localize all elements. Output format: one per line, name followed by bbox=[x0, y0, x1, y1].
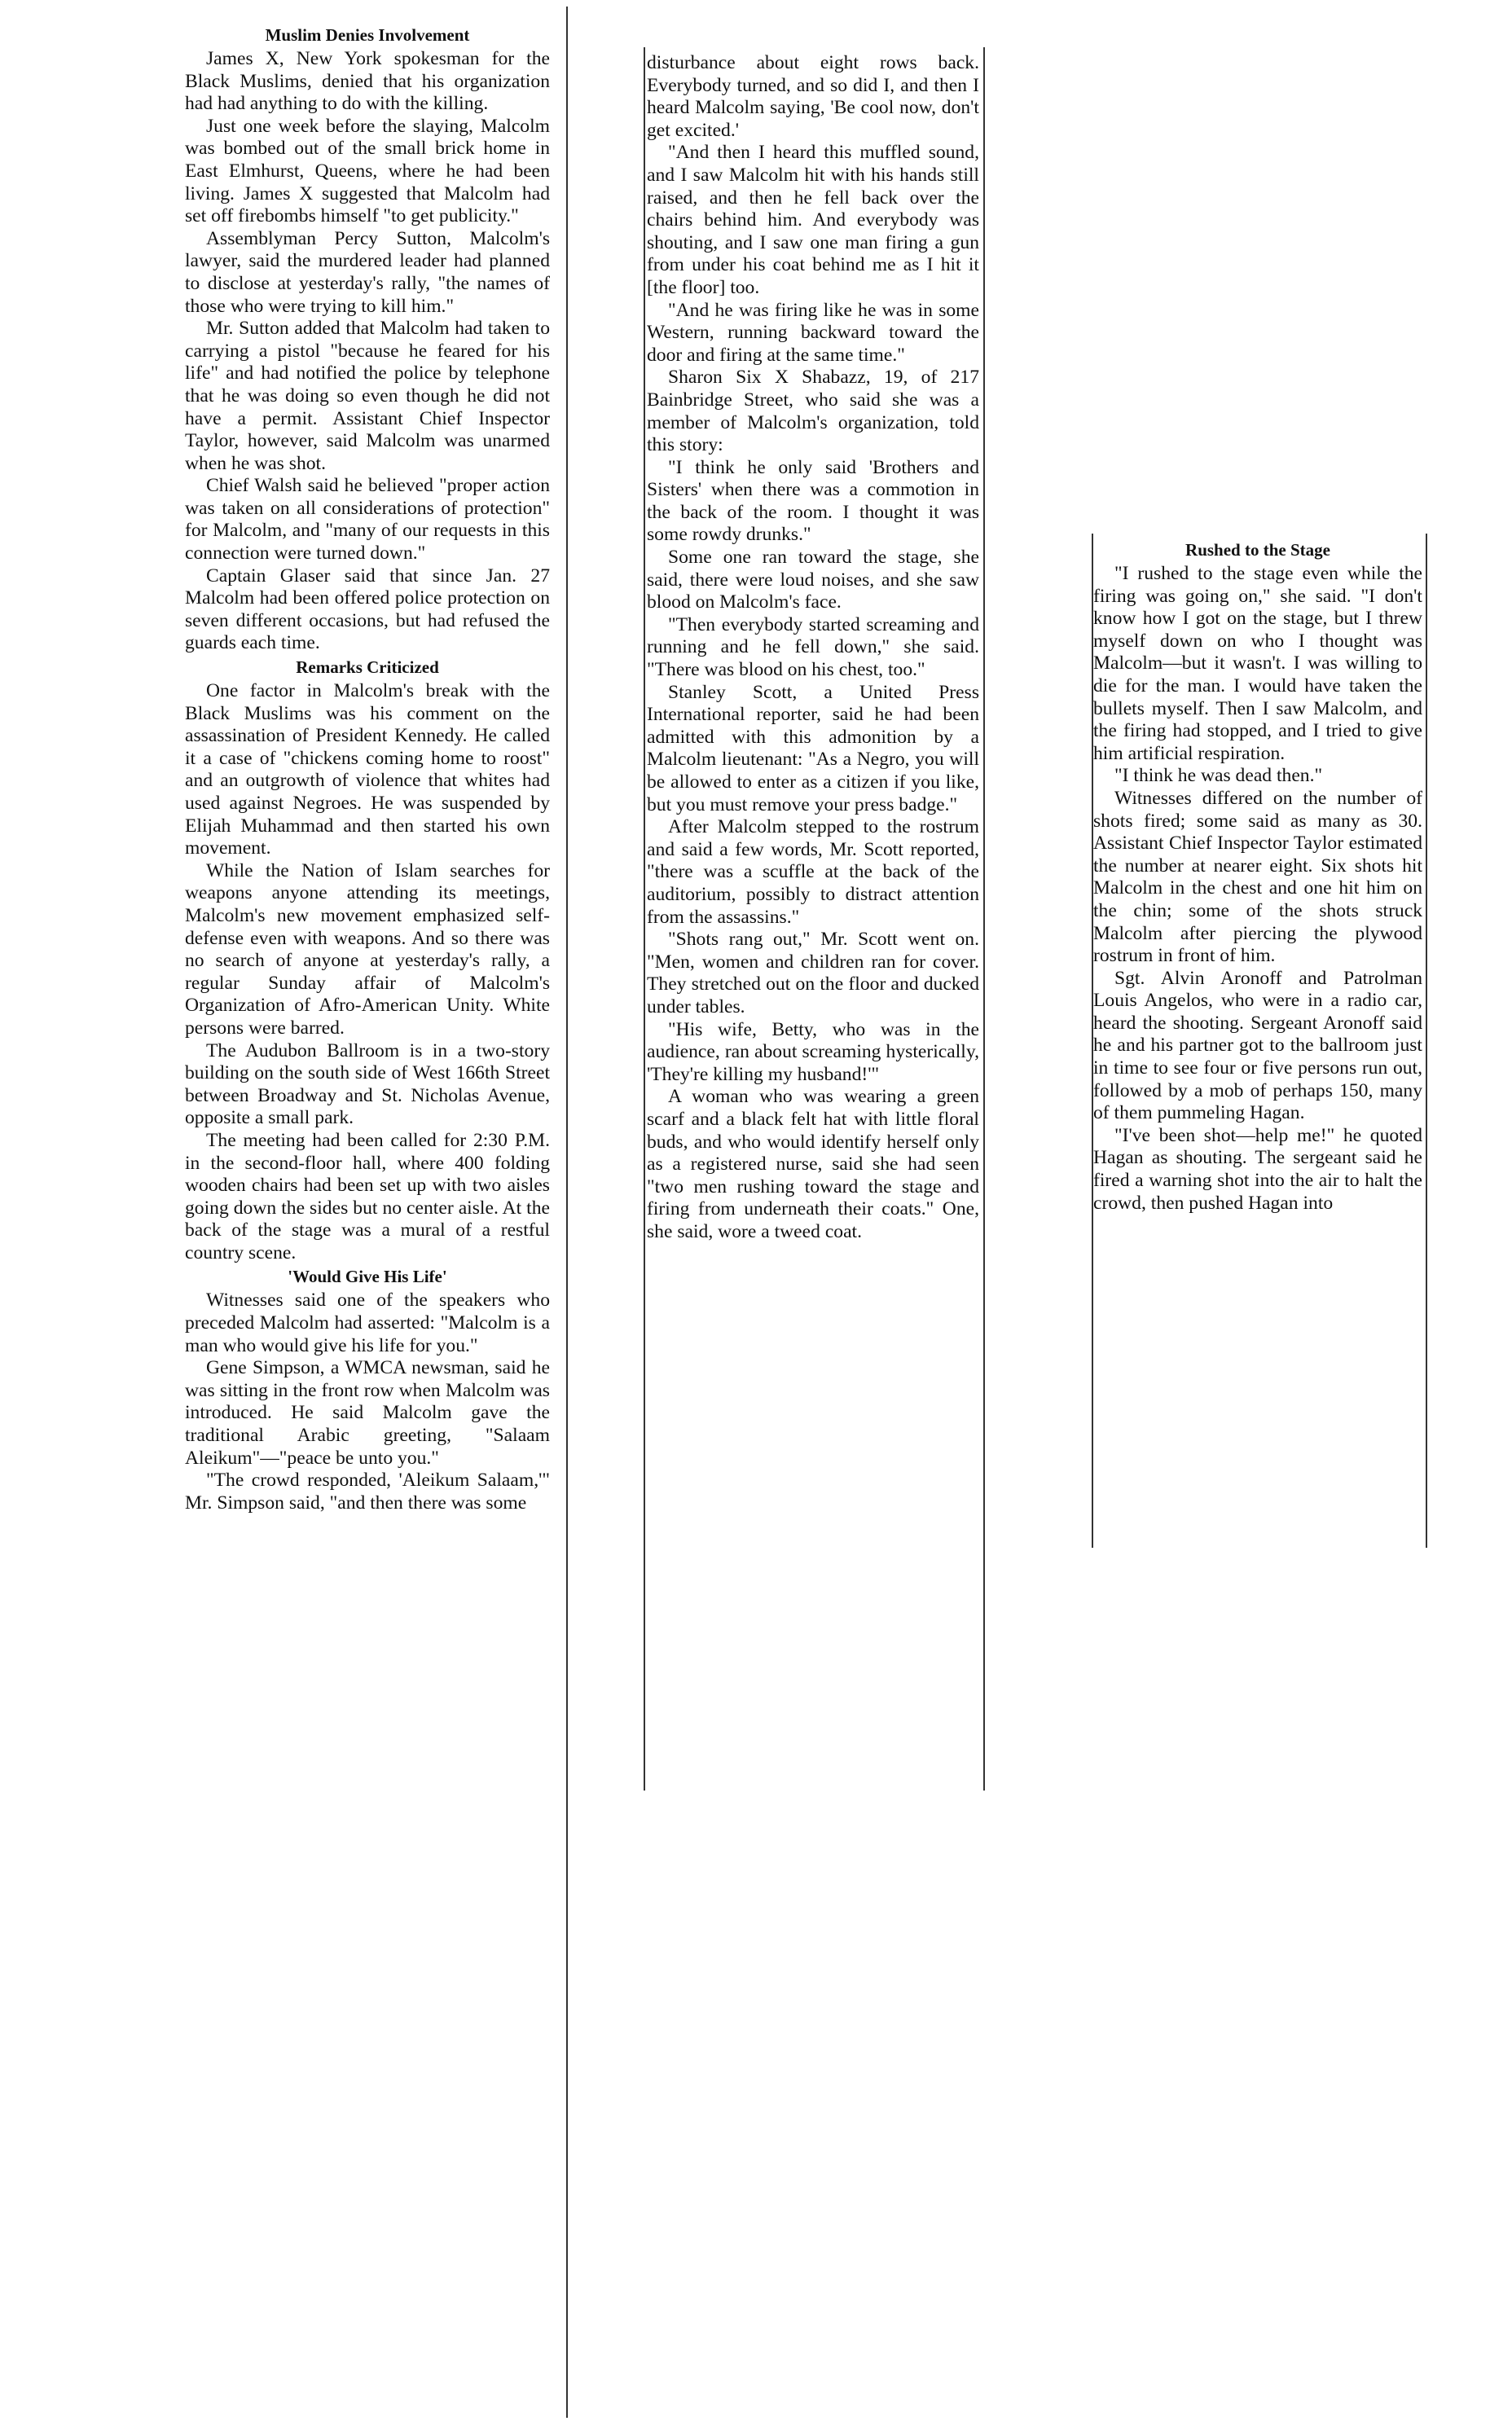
article-paragraph: The Audubon Ballroom is in a two-story building on the south side of West 166th Street between Broadway and St. Nicholas Avenue, opposite a small park. bbox=[185, 1039, 550, 1129]
article-paragraph: Witnesses said one of the speakers who preceded Malcolm had asserted: "Malcolm is a man who would give his life for you." bbox=[185, 1290, 550, 1356]
article-paragraph: "I rushed to the stage even while the firing was going on," she said. "I don't know how I got on the stage, but I threw myself down on who I thought was Malcolm—but it wasn't. I was willing to die for the man. I would have taken the bullets myself. Then I saw Malcolm, and the firing had stopped, and I tried to give him artificial respiration. bbox=[1093, 563, 1422, 764]
article-column-3 bbox=[1093, 538, 1422, 1215]
article-paragraph: The meeting had been called for 2:30 P.M. in the second-floor hall, where 400 folding wooden chairs had been set up with two aisles going down the sides but no center aisle. At the back of the stage was a mural of a restful country scene. bbox=[185, 1129, 550, 1263]
article-paragraph: "Then everybody started screaming and running and he fell down," she said. "There was blood on his chest, too." bbox=[647, 613, 979, 681]
article-paragraph: One factor in Malcolm's break with the Black Muslims was his comment on the assassination of President Kennedy. He called it a case of "chickens coming home to roost" and an outgrowth of violence that whites had used against Negroes. He was suspended by Elijah Muhammad and then started his own movement. bbox=[185, 680, 550, 859]
article-paragraph: While the Nation of Islam searches for weapons anyone attending its meetings, Malcolm's new movement emphasized self-defense even with weapons. And so there was no search of anyone at yesterday's rally, a regular Sunday affair of Malcolm's Organization of Afro-American Unity. White persons were barred. bbox=[185, 859, 550, 1039]
article-paragraph: disturbance about eight rows back. Everybody turned, and so did I, and then I heard Malcolm saying, 'Be cool now, don't get excited.' bbox=[647, 52, 979, 141]
article-paragraph: James X, New York spokesman for the Black Muslims, denied that his organization had had anything to do with the killing. bbox=[185, 48, 550, 115]
article-paragraph: Captain Glaser said that since Jan. 27 Malcolm had been offered police protection on seven different occasions, but had refused the guards each time. bbox=[185, 565, 550, 654]
article-paragraph: A woman who was wearing a green scarf and a black felt hat with little floral buds, and who would identify herself only as a registered nurse, said she had seen "two men rushing toward the stage and firing from underneath their coats." One, she said, wore a tweed coat. bbox=[647, 1086, 979, 1242]
subheading: Remarks Criticized bbox=[296, 657, 439, 678]
article-paragraph: "And then I heard this muffled sound, and I saw Malcolm hit with his hands still raised, and then he fell back over the chairs behind him. And everybody was shouting, and I saw one man firing a gun from under his coat behind me as I hit it [the floor] too. bbox=[647, 142, 979, 298]
subheading: Muslim Denies Involvement bbox=[265, 25, 470, 45]
article-paragraph: Sgt. Alvin Aronoff and Patrolman Louis Angelos, who were in a radio car, heard the shooting. Sergeant Aronoff said he and his partner got to the ballroom just in time to see four or five persons run out, followed by a mob of perhaps 150, many of them pummeling Hagan. bbox=[1093, 967, 1422, 1124]
article-column-2 bbox=[647, 52, 979, 1243]
column-rule-middle bbox=[983, 47, 985, 1791]
article-paragraph: "I think he was dead then." bbox=[1114, 765, 1323, 787]
column-rule-right-edge bbox=[1426, 534, 1427, 1548]
article-paragraph: Assemblyman Percy Sutton, Malcolm's lawyer, said the murdered leader had planned to disclose at yesterday's rally, "the names of those who were trying to kill him." bbox=[185, 227, 550, 317]
article-paragraph: "The crowd responded, 'Aleikum Salaam,'" Mr. Simpson said, "and then there was some bbox=[185, 1470, 550, 1514]
article-paragraph: After Malcolm stepped to the rostrum and said a few words, Mr. Scott reported, "there was a scuffle at the back of the auditorium, possibly to distract attention from the assassins." bbox=[647, 816, 979, 928]
subheading: 'Would Give His Life' bbox=[288, 1267, 447, 1287]
article-paragraph: "And he was firing like he was in some Western, running backward toward the door and firing at the same time." bbox=[647, 299, 979, 366]
article-column-1 bbox=[185, 23, 550, 1514]
column-rule-middle-top bbox=[644, 47, 645, 1791]
article-paragraph: Some one ran toward the stage, she said, there were loud noises, and she saw blood on Malcolm's face. bbox=[647, 547, 979, 613]
article-paragraph: Just one week before the slaying, Malcolm was bombed out of the small brick home in East Elmhurst, Queens, where he had been living. James X suggested that Malcolm had set off firebombs himself "to get publicity." bbox=[185, 115, 550, 227]
article-paragraph: Stanley Scott, a United Press International reporter, said he had been admitted with this admonition by a Malcolm lieutenant: "As a Negro, you will be allowed to enter as a citizen if you like, but you must remove your press badge." bbox=[647, 681, 979, 815]
article-paragraph: Sharon Six X Shabazz, 19, of 217 Bainbridge Street, who said she was a member of Malcolm's organization, told this story: bbox=[647, 367, 979, 456]
article-paragraph: Gene Simpson, a WMCA newsman, said he was sitting in the front row when Malcolm was introduced. He said Malcolm gave the traditional Arabic greeting, "Salaam Aleikum"—"peace be unto you." bbox=[185, 1357, 550, 1469]
article-paragraph: "I think he only said 'Brothers and Sisters' when there was a commotion in the back of the room. I thought it was some rowdy drunks." bbox=[647, 456, 979, 546]
column-rule-left bbox=[566, 7, 568, 2418]
subheading: Rushed to the Stage bbox=[1185, 540, 1330, 560]
article-paragraph: "I've been shot—help me!" he quoted Hagan as shouting. The sergeant said he fired a warning shot into the air to halt the crowd, then pushed Hagan into bbox=[1093, 1124, 1422, 1214]
article-paragraph: Chief Walsh said he believed "proper action was taken on all considerations of protection" for Malcolm, and "many of our requests in this connection were turned down." bbox=[185, 475, 550, 565]
article-paragraph: "Shots rang out," Mr. Scott went on. "Men, women and children ran for cover. They stretched out on the floor and ducked under tables. bbox=[647, 929, 979, 1017]
article-paragraph: Mr. Sutton added that Malcolm had taken to carrying a pistol "because he feared for his life" and had notified the police by telephone that he was doing so even though he did not have a permit. Assistant Chief Inspector Taylor, however, said Malcolm was unarmed when he was shot. bbox=[185, 318, 550, 474]
article-paragraph: "His wife, Betty, who was in the audience, ran about screaming hysterically, 'They're killing my husband!'" bbox=[647, 1018, 979, 1085]
article-paragraph: Witnesses differed on the number of shots fired; some said as many as 30. Assistant Chief Inspector Taylor estimated the number at nearer eight. Six shots hit Malcolm in the chest and one hit him on the chin; some of the shots struck Malcolm after piercing the plywood rostrum in front of him. bbox=[1093, 787, 1422, 967]
